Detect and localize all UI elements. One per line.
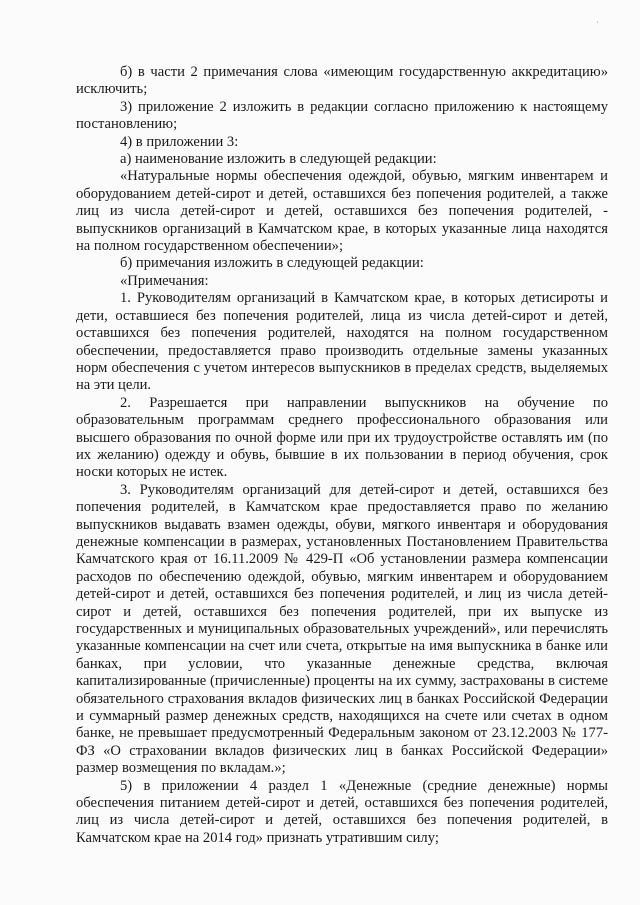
paragraph-notes-heading: «Примечания: <box>120 272 209 289</box>
paragraph-appendix-3: 4) в приложении 3: <box>120 133 239 150</box>
document-body <box>76 64 608 847</box>
paragraph-note-1: 1. Руководителям организаций в Камчатском крае, в которых детисироты и дети, оставшиеся без попечения родителей, лица из числа детей-сирот и детей, оставшихся без попечения родителей, находятся на полном государственном обеспечении, предоставляется право производить отдельные замены указанных норм обеспечения с учетом интересов выпускников в пределах средств, выделяемых на эти цели. <box>76 290 608 394</box>
paragraph-name-change: а) наименование изложить в следующей редакции: <box>120 151 437 168</box>
paragraph-notes-change: б) примечания изложить в следующей редакции: <box>120 255 424 272</box>
paragraph-appendix-2: 3) приложение 2 изложить в редакции согласно приложению к настоящему постановлению; <box>76 98 608 133</box>
paragraph-appendix-4: 5) в приложении 4 раздел 1 «Денежные (средние денежные) нормы обеспечения питанием детей-сирот и детей, оставшихся без попечения родителей, лиц из числа детей-сирот и детей, оставшихся без попечения родителей, в Камчатском крае на 2014 год» признать утратившим силу; <box>76 777 608 846</box>
paragraph-accreditation: б) в части 2 примечания слова «имеющим государственную аккредитацию» исключить; <box>76 64 608 98</box>
paragraph-new-title: «Натуральные нормы обеспечения одеждой, обувью, мягким инвентарем и оборудованием детей-сирот и детей, оставшихся без попечения родителей, а также лиц из числа детей-сирот и детей, оставшихся без попечения родителей, - выпускников организаций в Камчатском крае, в которых указанные лица находятся на полном государственном обеспечении»; <box>76 168 608 255</box>
scan-mark: · <box>596 18 599 28</box>
paragraph-note-3: 3. Руководителям организаций для детей-сирот и детей, оставшихся без попечения родителей, в Камчатском крае предоставляется право по желанию выпускников выдавать взамен одежды, обуви, мягкого инвентаря и оборудования денежные компенсации в размерах, установленных Постановлением Правительства Камчатского края от 16.11.2009 № 429-П «Об установлении размера компенсации расходов по обеспечению одеждой, обувью, мягким инвентарем и оборудованием детей-сирот и детей, оставшихся без попечения родителей, и лиц из числа детей-сирот и детей, оставшихся без попечения родителей, при их выпуске из государственных и муниципальных образовательных учреждений», или перечислять указанные компенсации на счет или счета, открытые на имя выпускника в банке или банках, при условии, что указанные денежные средства, включая капитализированные (причисленные) проценты на их сумму, застрахованы в системе обязательного страхования вкладов физических лиц в банках Российской Федерации и суммарный размер денежных средств, находящихся на счете или счетах в одном банке, не превышает предусмотренный Федеральным законом от 23.12.2003 № 177-ФЗ «О страховании вкладов физических лиц в банках Российской Федерации» размер возмещения по вкладам.»; <box>76 481 608 777</box>
paragraph-note-2: 2. Разрешается при направлении выпускников на обучение по образовательным программам среднего профессионального образования или высшего образования по очной форме или при их трудоустройстве оставлять им (по их желанию) одежду и обувь, бывшие в их пользовании в период обучения, срок носки которых не истек. <box>76 394 608 481</box>
